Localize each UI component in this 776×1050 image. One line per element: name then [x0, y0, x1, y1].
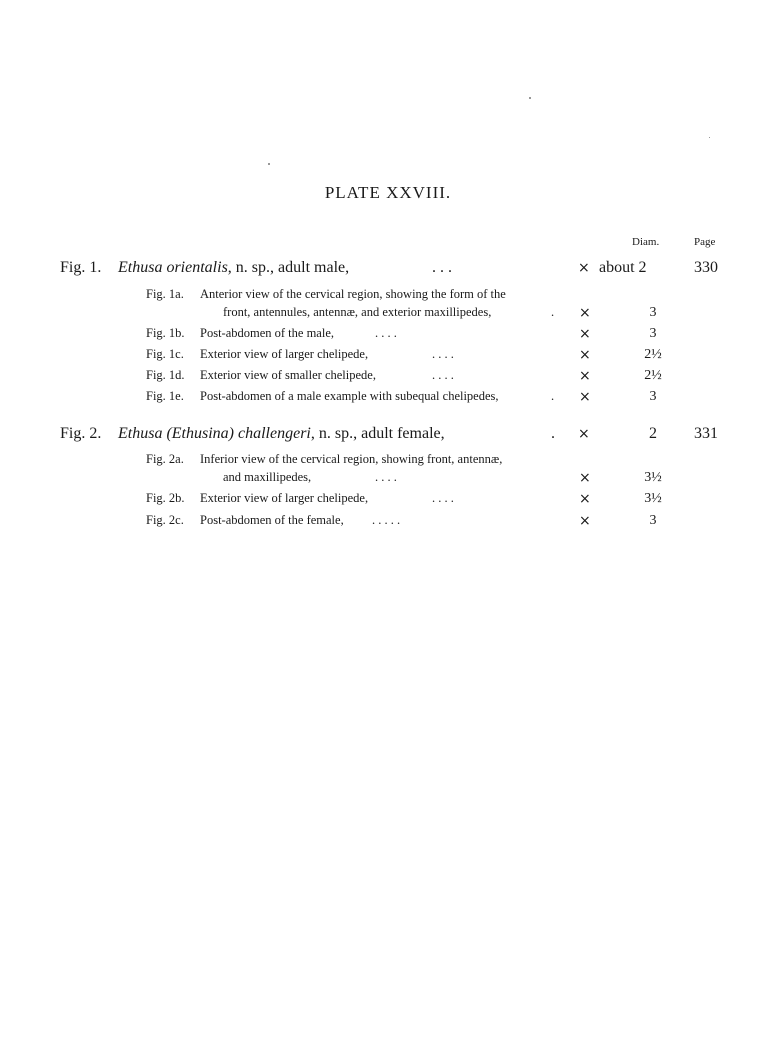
page-number: 331	[694, 425, 718, 442]
diameter-number: 3	[644, 470, 652, 485]
dot-leader: . . . . .	[372, 513, 401, 527]
dot-leader: . . . .	[375, 470, 397, 484]
diameter-number: 2	[644, 347, 652, 362]
subfigure-entry	[0, 368, 776, 388]
diameter-prefix: about	[599, 259, 635, 276]
subfigure-entry	[0, 347, 776, 367]
diameter-value	[613, 470, 693, 486]
magnification-sign: ×	[578, 426, 590, 442]
subfigure-label: Fig. 2b.	[146, 491, 185, 505]
species-name: challengeri	[238, 425, 311, 442]
diameter-fraction: ½	[651, 491, 662, 506]
diam-column-header: Diam.	[632, 236, 660, 248]
figure-entry	[0, 425, 776, 445]
dot-leader: .	[551, 389, 555, 403]
subfigure-label: Fig. 2c.	[146, 513, 184, 527]
diameter-number: 3	[644, 491, 652, 506]
dot-leader: .	[551, 425, 555, 442]
dot-leader: . . . .	[375, 326, 397, 340]
subfigure-caption: Post-abdomen of a male example with subequal chelipedes,	[200, 389, 499, 403]
diameter-fraction: ½	[651, 368, 662, 383]
dot-leader: . . . .	[432, 491, 454, 505]
subfigure-entry	[0, 287, 776, 307]
subfigure-entry	[0, 389, 776, 409]
subfigure-caption: Post-abdomen of the male,	[200, 326, 334, 340]
subfigure-caption-line2: front, antennules, antennæ, and exterior maxillipedes,	[223, 305, 492, 319]
subfigure-caption-line1: Inferior view of the cervical region, showing front, antennæ,	[200, 452, 503, 466]
subfigure-label: Fig. 1a.	[146, 287, 184, 301]
subgenus-name: (Ethusina)	[166, 425, 234, 442]
diameter-fraction: ½	[651, 470, 662, 485]
subfigure-label: Fig. 1e.	[146, 389, 184, 403]
magnification-sign: ×	[579, 326, 591, 342]
diameter-value	[613, 513, 693, 529]
diameter-value	[613, 326, 693, 342]
dot-leader: . . . .	[432, 368, 454, 382]
diameter-number: 3	[649, 513, 657, 528]
scan-speck	[709, 137, 710, 138]
subfigure-entry	[0, 326, 776, 346]
dot-leader: . . .	[432, 259, 452, 276]
subfigure-entry-continuation	[0, 470, 776, 490]
diameter-number: 3	[649, 305, 657, 320]
dot-leader: .	[551, 305, 555, 319]
magnification-sign: ×	[579, 347, 591, 363]
subfigure-entry-continuation	[0, 305, 776, 325]
magnification-sign: ×	[579, 389, 591, 405]
genus-name: Ethusa	[118, 259, 163, 276]
caption-rest: , n. sp., adult female,	[310, 425, 445, 442]
diameter-value	[613, 491, 693, 507]
species-name: orientalis	[166, 259, 228, 276]
plate-title: PLATE XXVIII.	[324, 183, 452, 202]
dot-leader: . . . .	[432, 347, 454, 361]
diameter-number: 2	[644, 368, 652, 383]
subfigure-caption: Exterior view of larger chelipede,	[200, 491, 369, 505]
diameter-value	[613, 425, 693, 443]
diameter-fraction: ½	[651, 347, 662, 362]
subfigure-caption: Exterior view of smaller chelipede,	[200, 368, 376, 382]
figure-entry	[0, 259, 776, 279]
page-column-header: Page	[694, 236, 716, 248]
magnification-sign: ×	[578, 260, 590, 276]
subfigure-caption-line1: Anterior view of the cervical region, showing the form of the	[200, 287, 506, 301]
magnification-sign: ×	[579, 470, 591, 486]
magnification-sign: ×	[579, 305, 591, 321]
diameter-number: 3	[649, 389, 657, 404]
subfigure-caption: Post-abdomen of the female,	[200, 513, 344, 527]
genus-name: Ethusa	[118, 425, 163, 442]
diameter-value	[613, 347, 693, 363]
magnification-sign: ×	[579, 491, 591, 507]
diameter-value	[613, 305, 693, 321]
subfigure-entry	[0, 513, 776, 533]
diameter-number: 3	[649, 326, 657, 341]
subfigure-label: Fig. 2a.	[146, 452, 184, 466]
caption-rest: , n. sp., adult male,	[227, 259, 350, 276]
subfigure-caption-line2: and maxillipedes,	[223, 470, 312, 484]
diameter-number: 2	[638, 259, 647, 276]
diameter-value	[599, 259, 647, 277]
magnification-sign: ×	[579, 368, 591, 384]
figure-caption	[118, 425, 445, 443]
subfigure-entry	[0, 452, 776, 472]
diameter-number: 2	[649, 425, 657, 442]
figure-label: Fig. 2.	[60, 425, 102, 442]
page-number: 330	[694, 259, 718, 276]
figure-label: Fig. 1.	[60, 259, 102, 276]
figure-caption	[118, 259, 349, 277]
subfigure-label: Fig. 1c.	[146, 347, 184, 361]
subfigure-caption: Exterior view of larger chelipede,	[200, 347, 369, 361]
magnification-sign: ×	[579, 513, 591, 529]
subfigure-label: Fig. 1b.	[146, 326, 185, 340]
scan-speck	[268, 163, 270, 165]
diameter-value	[613, 368, 693, 384]
diameter-value	[613, 389, 693, 405]
subfigure-entry	[0, 491, 776, 511]
subfigure-label: Fig. 1d.	[146, 368, 185, 382]
scan-speck	[529, 97, 531, 99]
